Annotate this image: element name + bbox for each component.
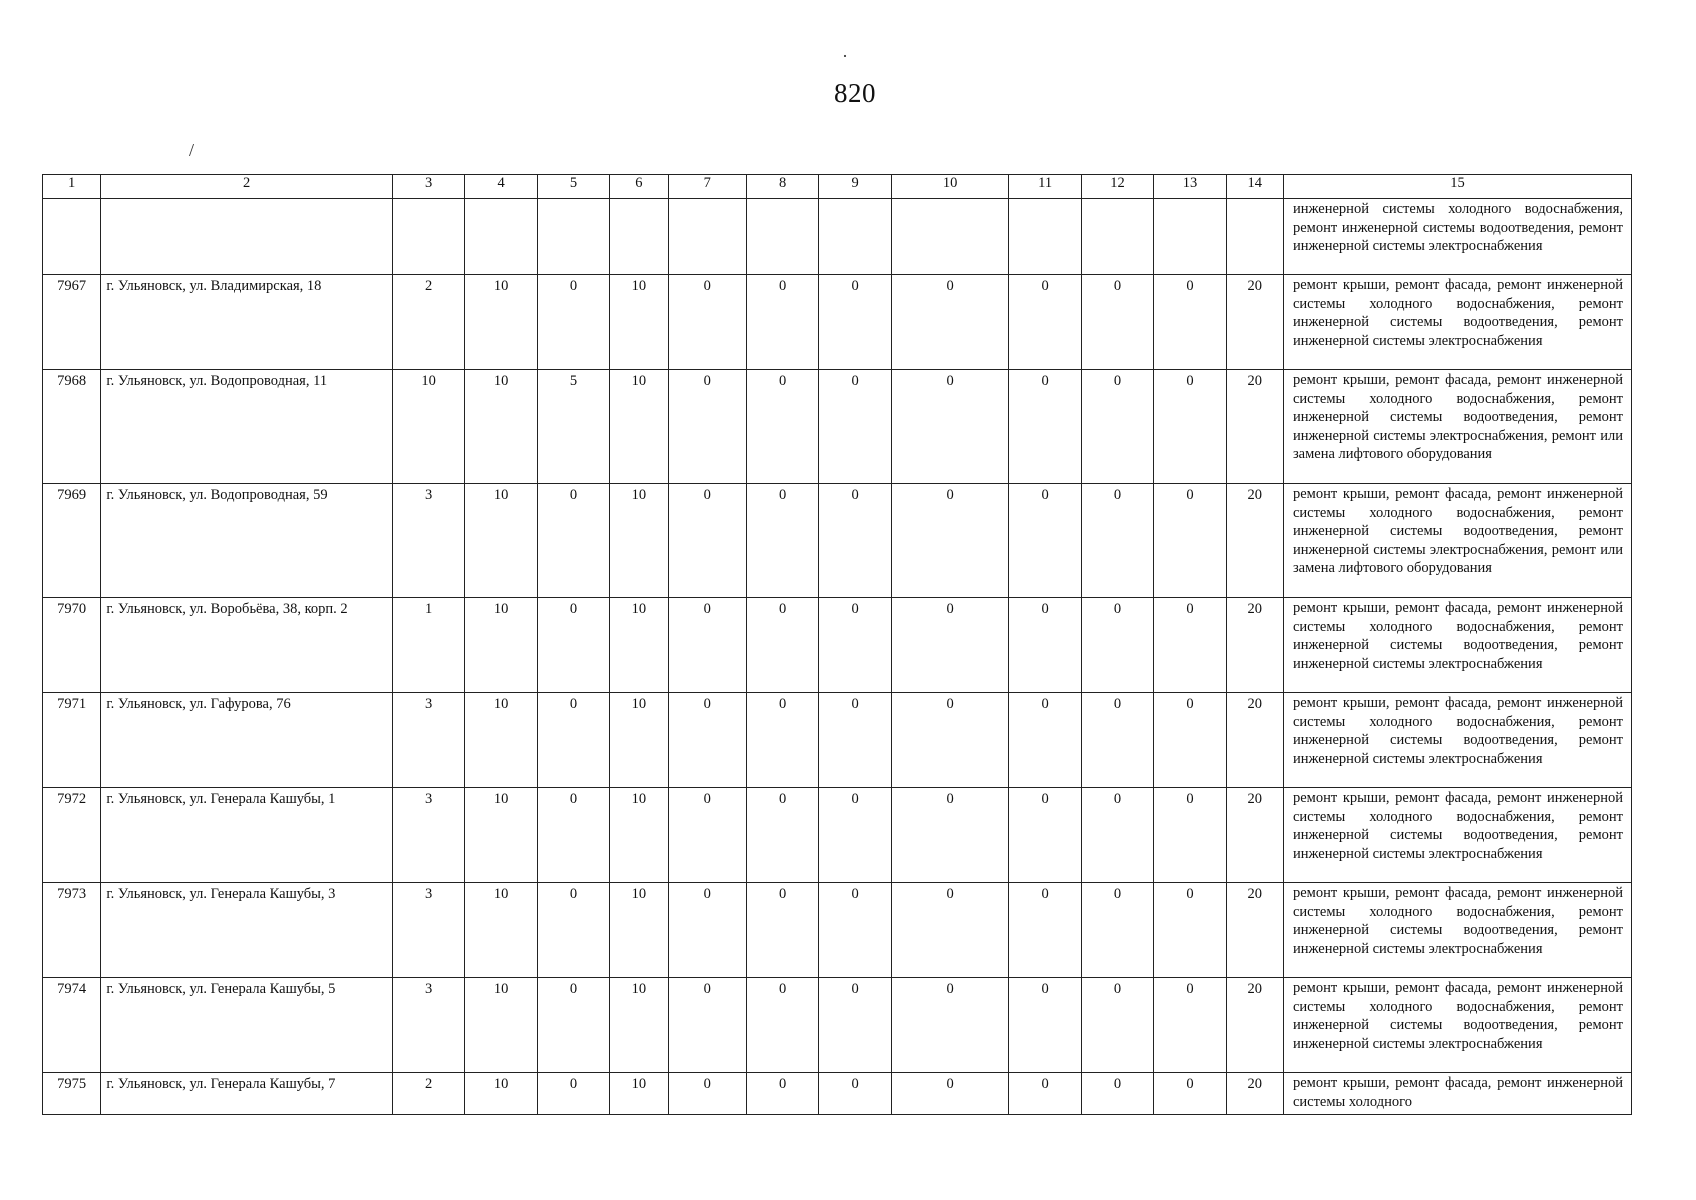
- value-cell: 0: [1154, 788, 1226, 883]
- value-cell: 0: [819, 788, 891, 883]
- value-cell: 0: [1154, 978, 1226, 1073]
- value-cell: 0: [668, 370, 746, 484]
- empty-cell: [1009, 199, 1081, 275]
- value-cell: 20: [1226, 693, 1283, 788]
- value-cell: 0: [1081, 484, 1153, 598]
- value-cell: 0: [746, 275, 818, 370]
- value-cell: 10: [610, 693, 668, 788]
- value-cell: 0: [1009, 1073, 1081, 1115]
- value-cell: 0: [746, 484, 818, 598]
- scan-slash-mark: /: [189, 140, 195, 160]
- value-cell: 0: [1081, 883, 1153, 978]
- value-cell: 2: [392, 1073, 464, 1115]
- empty-cell: [1081, 199, 1153, 275]
- value-cell: 0: [1081, 370, 1153, 484]
- value-cell: 0: [1009, 978, 1081, 1073]
- value-cell: 10: [610, 598, 668, 693]
- column-header: 2: [101, 175, 393, 199]
- value-cell: 0: [1081, 978, 1153, 1073]
- value-cell: 0: [746, 1073, 818, 1115]
- row-number-cell: 7969: [43, 484, 101, 598]
- table-row: [43, 1073, 1632, 1115]
- value-cell: 0: [746, 978, 818, 1073]
- value-cell: 0: [819, 1073, 891, 1115]
- table-row: [43, 484, 1632, 598]
- value-cell: 0: [1154, 275, 1226, 370]
- address-cell: г. Ульяновск, ул. Генерала Кашубы, 1: [101, 788, 393, 883]
- value-cell: 0: [819, 693, 891, 788]
- value-cell: 0: [891, 598, 1009, 693]
- works-cell: ремонт крыши, ремонт фасада, ремонт инженерной системы холодного водоснабжения, ремонт инженерной системы водоотведения, ремонт инженерной системы электроснабжения, ремонт или замена лифтового оборудования: [1283, 484, 1631, 598]
- continuation-row: [43, 199, 1632, 275]
- value-cell: 10: [465, 883, 537, 978]
- value-cell: 0: [746, 883, 818, 978]
- value-cell: 0: [1009, 883, 1081, 978]
- value-cell: 0: [1009, 598, 1081, 693]
- value-cell: 0: [891, 370, 1009, 484]
- value-cell: 0: [668, 788, 746, 883]
- works-cell: ремонт крыши, ремонт фасада, ремонт инженерной системы холодного: [1283, 1073, 1631, 1115]
- empty-cell: [465, 199, 537, 275]
- address-cell: г. Ульяновск, ул. Гафурова, 76: [101, 693, 393, 788]
- address-cell: г. Ульяновск, ул. Генерала Кашубы, 7: [101, 1073, 393, 1115]
- value-cell: 0: [668, 978, 746, 1073]
- value-cell: 10: [610, 275, 668, 370]
- value-cell: 10: [465, 484, 537, 598]
- value-cell: 20: [1226, 1073, 1283, 1115]
- empty-cell: [668, 199, 746, 275]
- column-header: 12: [1081, 175, 1153, 199]
- address-cell: г. Ульяновск, ул. Воробьёва, 38, корп. 2: [101, 598, 393, 693]
- value-cell: 0: [1154, 598, 1226, 693]
- value-cell: 10: [610, 978, 668, 1073]
- header-row: [43, 175, 1632, 199]
- value-cell: 10: [610, 883, 668, 978]
- value-cell: 0: [1154, 1073, 1226, 1115]
- value-cell: 10: [465, 275, 537, 370]
- row-number-cell: 7974: [43, 978, 101, 1073]
- empty-cell: [537, 199, 609, 275]
- value-cell: 0: [1009, 275, 1081, 370]
- value-cell: 0: [668, 275, 746, 370]
- value-cell: 10: [610, 370, 668, 484]
- value-cell: 0: [1009, 693, 1081, 788]
- empty-cell: [392, 199, 464, 275]
- value-cell: 0: [891, 1073, 1009, 1115]
- works-cell: ремонт крыши, ремонт фасада, ремонт инженерной системы холодного водоснабжения, ремонт инженерной системы водоотведения, ремонт инженерной системы электроснабжения: [1283, 788, 1631, 883]
- value-cell: 0: [537, 275, 609, 370]
- works-cell: инженерной системы холодного водоснабжения, ремонт инженерной системы водоотведения, ремонт инженерной системы электроснабжения: [1283, 199, 1631, 275]
- column-header: 10: [891, 175, 1009, 199]
- row-number-cell: 7975: [43, 1073, 101, 1115]
- page-number: 820: [834, 78, 876, 108]
- value-cell: 0: [819, 484, 891, 598]
- works-cell: ремонт крыши, ремонт фасада, ремонт инженерной системы холодного водоснабжения, ремонт инженерной системы водоотведения, ремонт инженерной системы электроснабжения: [1283, 883, 1631, 978]
- column-header: 3: [392, 175, 464, 199]
- value-cell: 1: [392, 598, 464, 693]
- value-cell: 3: [392, 484, 464, 598]
- value-cell: 0: [1154, 883, 1226, 978]
- row-number-cell: 7971: [43, 693, 101, 788]
- value-cell: 0: [746, 693, 818, 788]
- empty-cell: [43, 199, 101, 275]
- empty-cell: [1154, 199, 1226, 275]
- value-cell: 0: [891, 883, 1009, 978]
- value-cell: 0: [891, 693, 1009, 788]
- column-header: 15: [1283, 175, 1631, 199]
- works-cell: ремонт крыши, ремонт фасада, ремонт инженерной системы холодного водоснабжения, ремонт инженерной системы водоотведения, ремонт инженерной системы электроснабжения: [1283, 693, 1631, 788]
- value-cell: 0: [1009, 788, 1081, 883]
- table-row: [43, 275, 1632, 370]
- value-cell: 10: [465, 788, 537, 883]
- column-header: 7: [668, 175, 746, 199]
- works-cell: ремонт крыши, ремонт фасада, ремонт инженерной системы холодного водоснабжения, ремонт инженерной системы водоотведения, ремонт инженерной системы электроснабжения: [1283, 598, 1631, 693]
- table-row: [43, 883, 1632, 978]
- address-cell: г. Ульяновск, ул. Владимирская, 18: [101, 275, 393, 370]
- row-number-cell: 7968: [43, 370, 101, 484]
- value-cell: 10: [465, 370, 537, 484]
- column-header: 4: [465, 175, 537, 199]
- value-cell: 10: [392, 370, 464, 484]
- value-cell: 3: [392, 693, 464, 788]
- value-cell: 0: [1081, 693, 1153, 788]
- column-header: 11: [1009, 175, 1081, 199]
- value-cell: 0: [537, 978, 609, 1073]
- value-cell: 0: [1154, 693, 1226, 788]
- value-cell: 0: [1009, 370, 1081, 484]
- address-cell: г. Ульяновск, ул. Водопроводная, 59: [101, 484, 393, 598]
- value-cell: 10: [465, 1073, 537, 1115]
- value-cell: 20: [1226, 598, 1283, 693]
- value-cell: 0: [1009, 484, 1081, 598]
- value-cell: 0: [537, 1073, 609, 1115]
- value-cell: 0: [537, 788, 609, 883]
- value-cell: 20: [1226, 883, 1283, 978]
- empty-cell: [1226, 199, 1283, 275]
- value-cell: 20: [1226, 788, 1283, 883]
- value-cell: 0: [668, 883, 746, 978]
- value-cell: 0: [819, 598, 891, 693]
- value-cell: 0: [819, 978, 891, 1073]
- empty-cell: [746, 199, 818, 275]
- value-cell: 5: [537, 370, 609, 484]
- value-cell: 20: [1226, 978, 1283, 1073]
- value-cell: 0: [668, 693, 746, 788]
- value-cell: 20: [1226, 484, 1283, 598]
- table-row: [43, 978, 1632, 1073]
- value-cell: 0: [1081, 1073, 1153, 1115]
- value-cell: 3: [392, 788, 464, 883]
- repair-schedule-table: [42, 174, 1632, 1115]
- value-cell: 0: [1154, 484, 1226, 598]
- row-number-cell: 7973: [43, 883, 101, 978]
- value-cell: 0: [819, 883, 891, 978]
- value-cell: 0: [891, 275, 1009, 370]
- value-cell: 0: [819, 370, 891, 484]
- value-cell: 10: [465, 598, 537, 693]
- works-cell: ремонт крыши, ремонт фасада, ремонт инженерной системы холодного водоснабжения, ремонт инженерной системы водоотведения, ремонт инженерной системы электроснабжения: [1283, 275, 1631, 370]
- table-row: [43, 598, 1632, 693]
- column-header: 8: [746, 175, 818, 199]
- value-cell: 20: [1226, 370, 1283, 484]
- column-header: 1: [43, 175, 101, 199]
- scan-dot-mark: ·: [842, 46, 848, 66]
- value-cell: 0: [891, 978, 1009, 1073]
- value-cell: 0: [1081, 275, 1153, 370]
- empty-cell: [101, 199, 393, 275]
- value-cell: 0: [537, 598, 609, 693]
- value-cell: 10: [610, 1073, 668, 1115]
- column-header: 13: [1154, 175, 1226, 199]
- empty-cell: [610, 199, 668, 275]
- column-header: 9: [819, 175, 891, 199]
- works-cell: ремонт крыши, ремонт фасада, ремонт инженерной системы холодного водоснабжения, ремонт инженерной системы водоотведения, ремонт инженерной системы электроснабжения, ремонт или замена лифтового оборудования: [1283, 370, 1631, 484]
- row-number-cell: 7970: [43, 598, 101, 693]
- value-cell: 10: [465, 978, 537, 1073]
- empty-cell: [891, 199, 1009, 275]
- address-cell: г. Ульяновск, ул. Генерала Кашубы, 3: [101, 883, 393, 978]
- value-cell: 0: [819, 275, 891, 370]
- value-cell: 0: [746, 598, 818, 693]
- value-cell: 10: [610, 484, 668, 598]
- value-cell: 0: [668, 598, 746, 693]
- value-cell: 10: [610, 788, 668, 883]
- value-cell: 3: [392, 883, 464, 978]
- value-cell: 0: [746, 788, 818, 883]
- value-cell: 0: [1081, 788, 1153, 883]
- column-header: 14: [1226, 175, 1283, 199]
- table-row: [43, 788, 1632, 883]
- column-header: 6: [610, 175, 668, 199]
- value-cell: 0: [537, 883, 609, 978]
- value-cell: 3: [392, 978, 464, 1073]
- value-cell: 0: [537, 484, 609, 598]
- value-cell: 0: [746, 370, 818, 484]
- value-cell: 0: [891, 484, 1009, 598]
- value-cell: 10: [465, 693, 537, 788]
- value-cell: 2: [392, 275, 464, 370]
- table-row: [43, 370, 1632, 484]
- column-header: 5: [537, 175, 609, 199]
- address-cell: г. Ульяновск, ул. Водопроводная, 11: [101, 370, 393, 484]
- value-cell: 0: [1081, 598, 1153, 693]
- row-number-cell: 7967: [43, 275, 101, 370]
- row-number-cell: 7972: [43, 788, 101, 883]
- address-cell: г. Ульяновск, ул. Генерала Кашубы, 5: [101, 978, 393, 1073]
- value-cell: 0: [668, 484, 746, 598]
- value-cell: 0: [891, 788, 1009, 883]
- value-cell: 20: [1226, 275, 1283, 370]
- value-cell: 0: [668, 1073, 746, 1115]
- empty-cell: [819, 199, 891, 275]
- value-cell: 0: [1154, 370, 1226, 484]
- works-cell: ремонт крыши, ремонт фасада, ремонт инженерной системы холодного водоснабжения, ремонт инженерной системы водоотведения, ремонт инженерной системы электроснабжения: [1283, 978, 1631, 1073]
- table-row: [43, 693, 1632, 788]
- value-cell: 0: [537, 693, 609, 788]
